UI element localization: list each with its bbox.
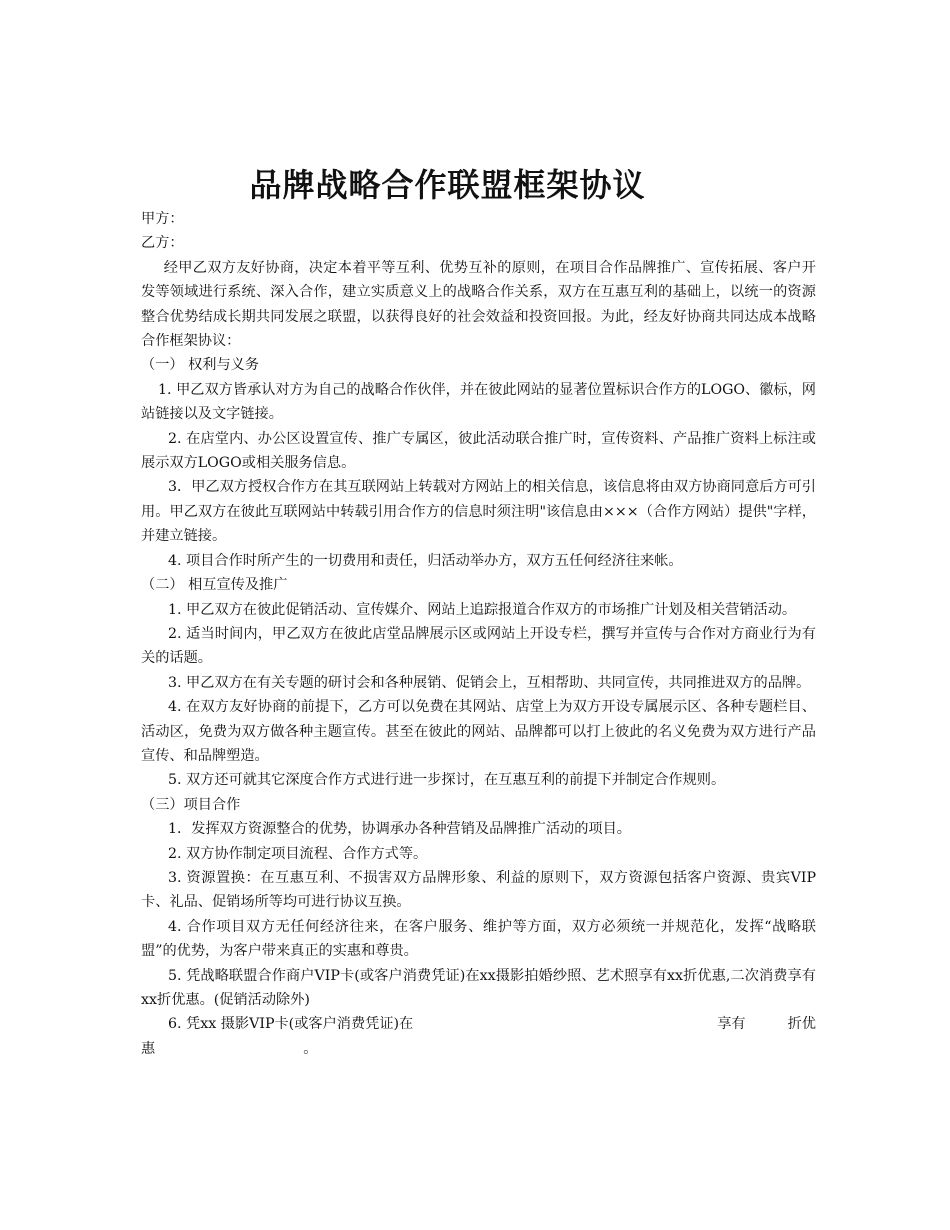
section3-item-6-period: 。 [303, 1040, 318, 1057]
section1-item-3: 3．甲乙双方授权合作方在其互联网站上转载对方网站上的相关信息，该信息将由双方协商同意后方可引用。甲乙双方在彼此互联网站中转载引用合作方的信息时须注明"该信息由×××（合作方网站）提供"字样，并建立链接。 [141, 479, 816, 545]
section2-item-1: 1. 甲乙双方在彼此促销活动、宣传媒介、网站上追踪报道合作双方的市场推广计划及相关营销活动。 [167, 601, 797, 618]
section1-item-2: 2. 在店堂内、办公区设置宣传、推广专属区，彼此活动联合推广时，宣传资料、产品推广资料上标注或展示双方LOGO或相关服务信息。 [141, 430, 816, 472]
document-body [141, 207, 816, 1061]
section2-item-2: 2. 适当时间内，甲乙双方在彼此店堂品牌展示区或网站上开设专栏，撰写并宣传与合作对方商业行为有关的话题。 [141, 625, 816, 667]
section3-item-6-line2 [141, 1037, 816, 1061]
section3-item-6-hui: 惠 [141, 1040, 156, 1057]
section3-item-1: 1．发挥双方资源整合的优势，协调承办各种营销及品牌推广活动的项目。 [167, 821, 631, 838]
section3-item-4: 4. 合作项目双方无任何经济往来，在客户服务、维护等方面，双方必须统一并规范化，发挥“战略联盟”的优势，为客户带来真正的实惠和尊贵。 [141, 918, 816, 960]
section3-item-6-line1 [141, 1012, 816, 1036]
section1-heading: （一） 权利与义务 [141, 357, 260, 374]
section2-heading: （二） 相互宣传及推广 [141, 577, 288, 594]
section3-item-3: 3. 资源置换：在互惠互利、不损害双方品牌形象、利益的原则下，双方资源包括客户资源、贵宾VIP卡、礼品、促销场所等均可进行协议互换。 [141, 869, 816, 911]
section3-heading: （三）项目合作 [141, 796, 241, 813]
section3-item-6-discount: 折优 [787, 1016, 816, 1033]
section2-item-3: 3. 甲乙双方在有关专题的研讨会和各种展销、促销会上，互相帮助、共同宣传，共同推进双方的品牌。 [167, 674, 811, 691]
party-a-line: 甲方： [141, 211, 184, 227]
section3-item-2: 2. 双方协作制定项目流程、合作方式等。 [167, 845, 428, 862]
party-b-line: 乙方： [141, 235, 184, 252]
section1-item-1: 1. 甲乙双方皆承认对方为自己的战略合作伙伴，并在彼此网站的显著位置标识合作方的LOGO、徽标，网站链接以及文字链接。 [141, 381, 816, 423]
intro-paragraph: 经甲乙双方友好协商，决定本着平等互利、优势互补的原则，在项目合作品牌推广、宣传拓展、客户开发等领域进行系统、深入合作，建立实质意义上的战略合作关系，双方在互惠互利的基础上，以统一的资源整合优势结成长期共同发展之联盟，以获得良好的社会效益和投资回报。为此，经友好协商共同达成本战略合作框架协议： [141, 259, 816, 350]
section2-item-5: 5. 双方还可就其它深度合作方式进行进一步探讨，在互惠互利的前提下并制定合作规则。 [167, 772, 726, 789]
section3-item-6-text: 6. 凭xx 摄影VIP卡(或客户消费凭证)在 [167, 1016, 414, 1033]
section2-item-4: 4. 在双方友好协商的前提下，乙方可以免费在其网站、店堂上为双方开设专属展示区、各种专题栏目、活动区，免费为双方做各种主题宣传。甚至在彼此的网站、品牌都可以打上彼此的名义免费为双方进行产品宣传、和品牌塑造。 [141, 699, 816, 764]
section3-item-5: 5. 凭战略联盟合作商户VIP卡(或客户消费凭证)在xx摄影拍婚纱照、艺术照享有xx折优惠,二次消费享有xx折优惠。(促销活动除外) [141, 967, 816, 1008]
section1-item-4: 4. 项目合作时所产生的一切费用和责任，归活动举办方，双方五任何经济往来帐。 [167, 552, 683, 569]
section3-item-6-enjoy: 享有 [717, 1016, 746, 1033]
document-title: 品牌战略合作联盟框架协议 [249, 166, 646, 204]
